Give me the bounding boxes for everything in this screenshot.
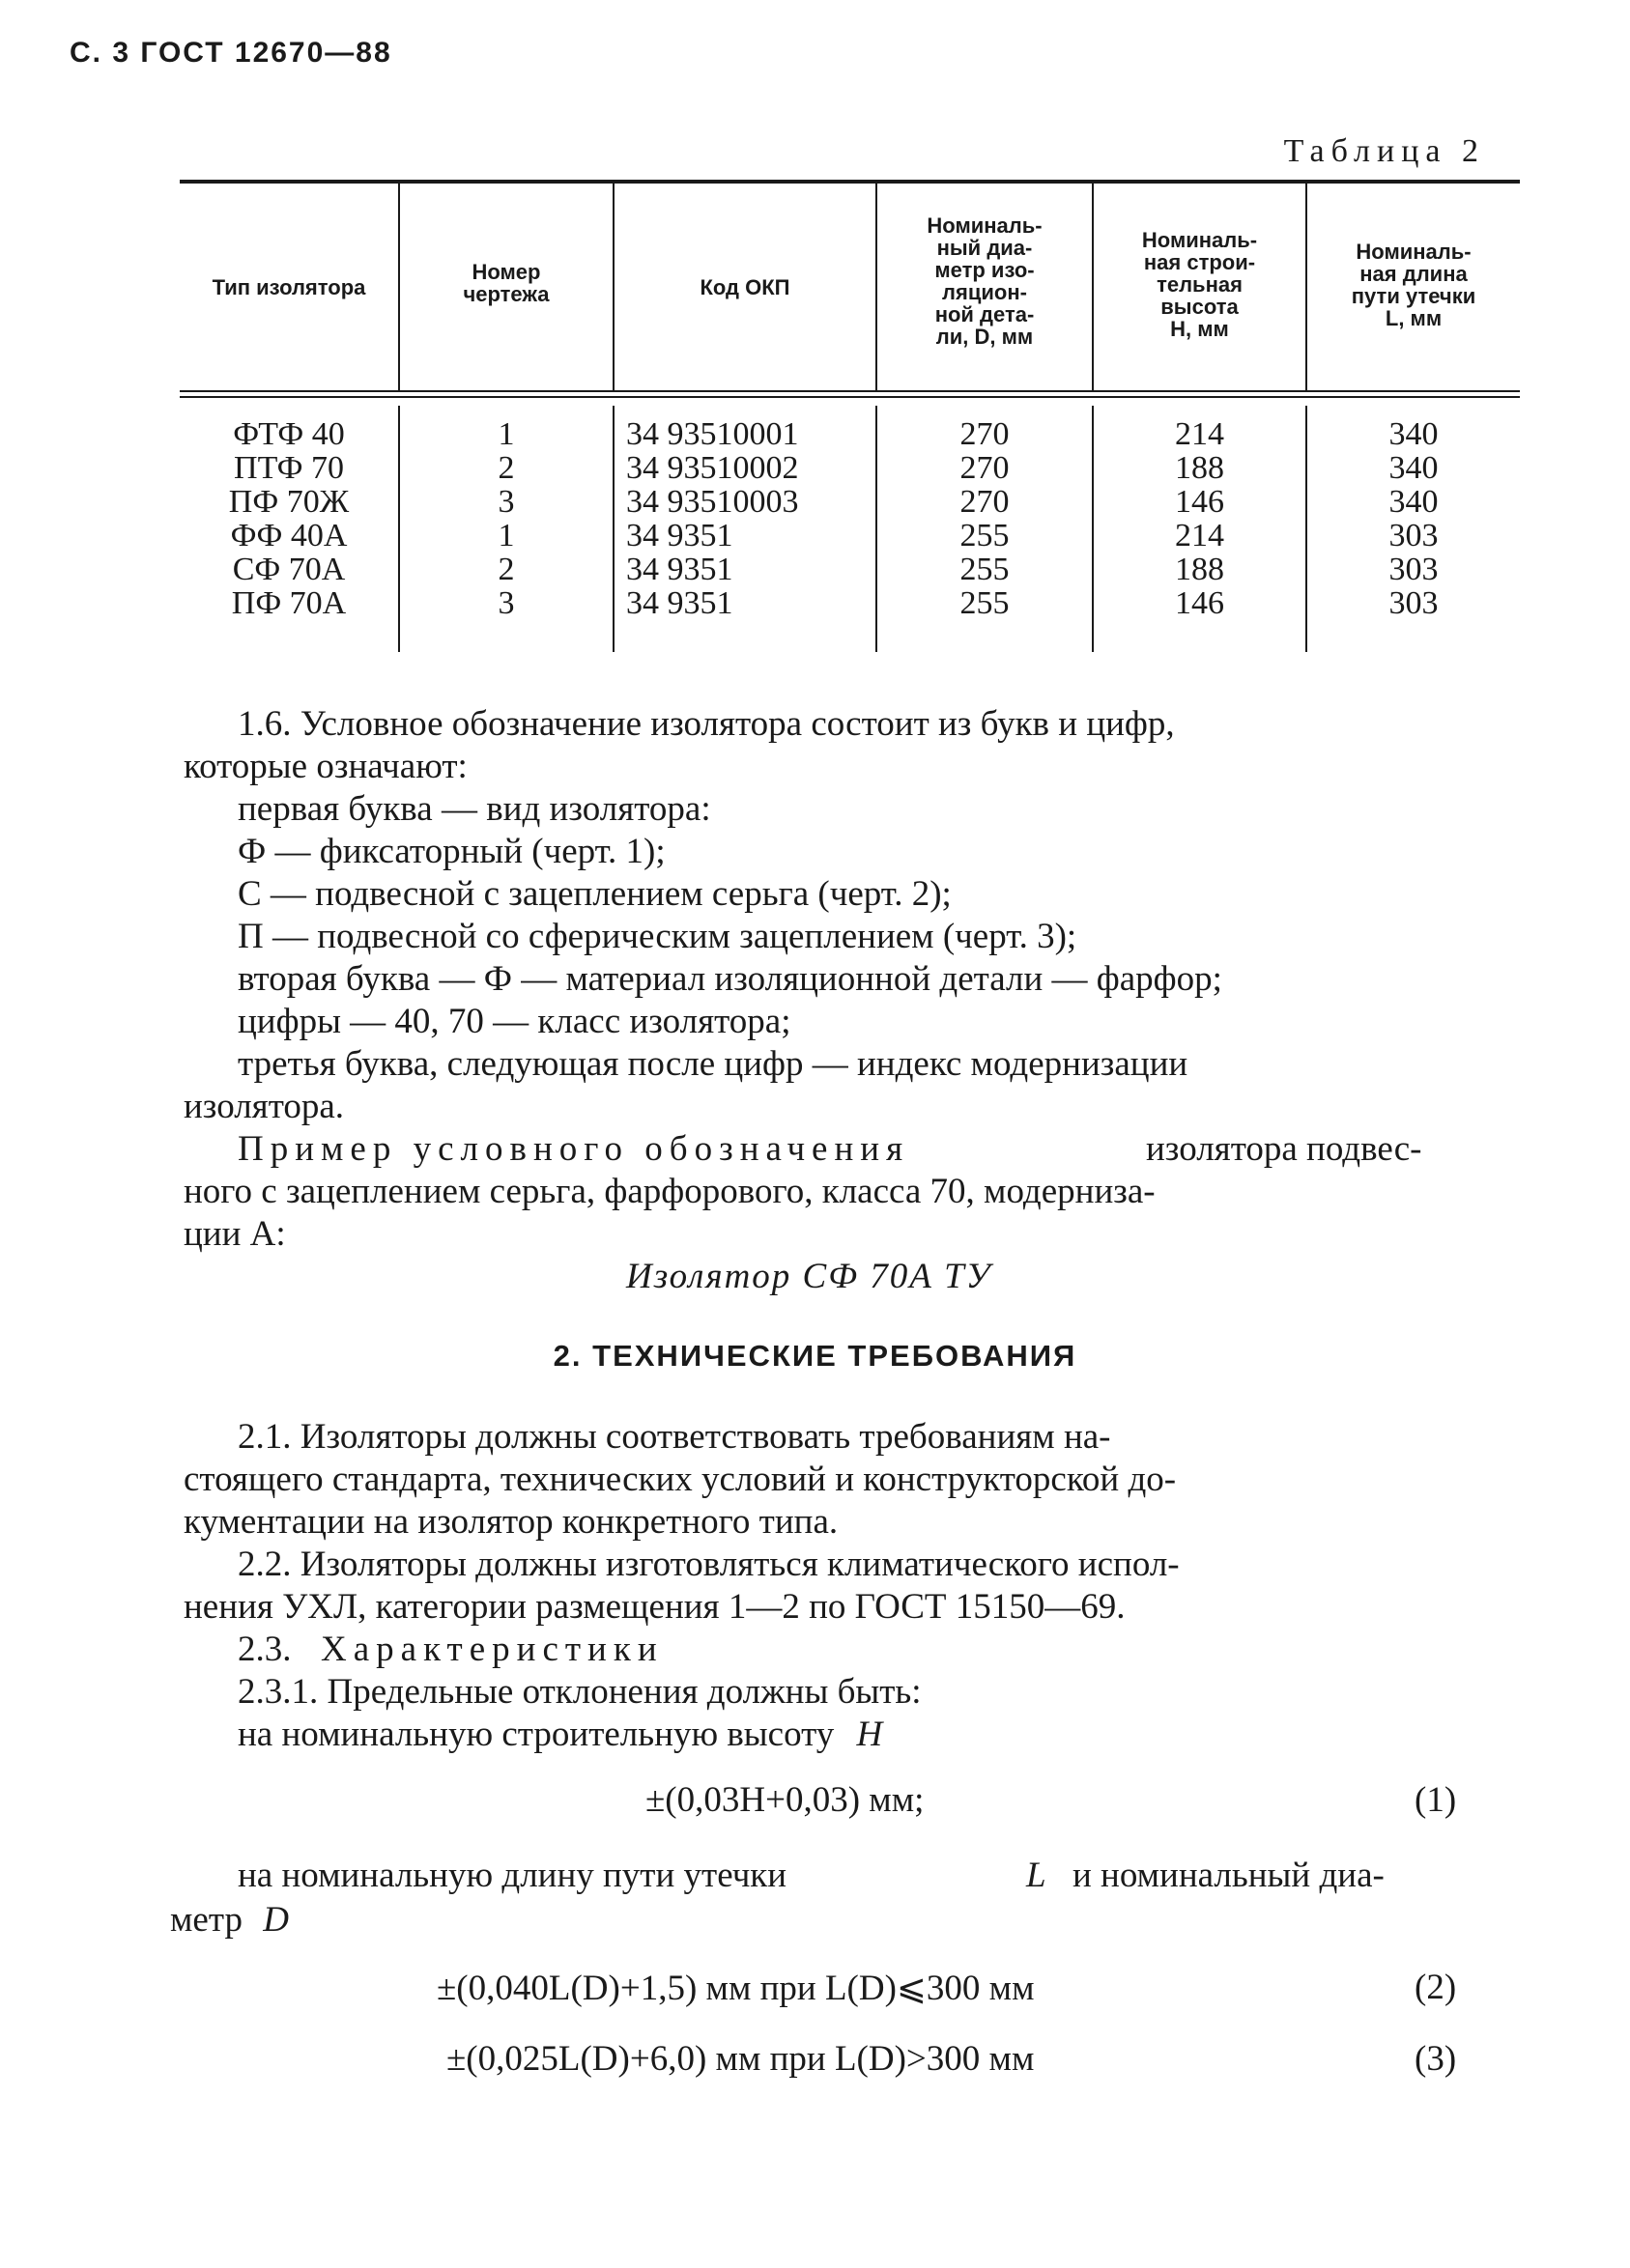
formula-2: ±(0,040L(D)+1,5) мм при L(D)⩽300 мм xyxy=(437,1969,1035,2008)
para-2-2-line-1: 2.2. Изоляторы должны изготовляться климатического испол- xyxy=(238,1545,1180,1584)
cell-drawing: 2 xyxy=(498,552,515,587)
list-line-4: П — подвесной со сферическим зацеплением (черт. 3); xyxy=(238,917,1077,956)
cell-okp: 34 9351 xyxy=(626,518,733,553)
th-height: Номиналь- ная строи- тельная высота H, мм xyxy=(1141,228,1258,341)
formula-1-number: (1) xyxy=(1415,1780,1457,1820)
var-l: L xyxy=(1026,1856,1046,1895)
cell-diameter: 270 xyxy=(959,450,1010,486)
cell-okp: 34 93510002 xyxy=(626,450,799,486)
cell-leakage: 340 xyxy=(1388,416,1439,452)
table-header-rule-1 xyxy=(180,390,1520,392)
example-title: Пример условного обозначения xyxy=(238,1129,910,1169)
th-type: Тип изолятора xyxy=(212,275,366,299)
para-2-3-1-height xyxy=(238,1714,882,1756)
cell-diameter: 270 xyxy=(959,416,1010,452)
list-line-8: изолятора. xyxy=(184,1087,345,1126)
cell-leakage: 303 xyxy=(1388,585,1439,621)
cell-leakage: 340 xyxy=(1388,484,1439,520)
cell-height: 214 xyxy=(1175,518,1224,553)
page-header: С. 3 ГОСТ 12670—88 xyxy=(70,37,392,69)
list-line-5: вторая буква — Ф — материал изоляционной детали — фарфор; xyxy=(238,959,1222,999)
cell-diameter: 255 xyxy=(959,585,1010,621)
cell-drawing: 2 xyxy=(498,450,515,486)
list-line-3: С — подвесной с зацеплением серьга (черт. 2); xyxy=(238,874,952,914)
cell-diameter: 270 xyxy=(959,484,1010,520)
list-line-6: цифры — 40, 70 — класс изолятора; xyxy=(238,1002,791,1041)
para-2-1-line-1: 2.1. Изоляторы должны соответствовать требованиям на- xyxy=(238,1417,1111,1457)
cell-type: ФТФ 40 xyxy=(233,416,345,452)
cell-drawing: 1 xyxy=(498,416,515,452)
table-top-rule xyxy=(180,180,1520,184)
height-text: на номинальную строительную высоту xyxy=(238,1715,835,1754)
var-h: H xyxy=(856,1715,883,1754)
cell-diameter: 255 xyxy=(959,552,1010,587)
para-2-2-line-2: нения УХЛ, категории размещения 1—2 по ГОСТ 15150—69. xyxy=(184,1587,1126,1627)
th-drawing-number: Номер чертежа xyxy=(463,260,550,306)
cell-height: 146 xyxy=(1175,484,1224,520)
cell-height: 188 xyxy=(1175,450,1224,486)
cell-type: СФ 70А xyxy=(232,552,346,587)
para-2-3-title: Характеристики xyxy=(321,1630,664,1669)
table-vline xyxy=(613,406,615,652)
th-diameter: Номиналь- ный диа- метр изо- ляцион- ной дета- ли, D, мм xyxy=(927,213,1043,349)
para-2-1-line-2: стоящего стандарта, технических условий и конструкторской до- xyxy=(184,1460,1177,1499)
para-2-3-1: 2.3.1. Предельные отклонения должны быть: xyxy=(238,1672,922,1712)
section-2-title: 2. ТЕХНИЧЕСКИЕ ТРЕБОВАНИЯ xyxy=(553,1339,1077,1373)
cell-type: ПФ 70А xyxy=(231,585,347,621)
cell-okp: 34 9351 xyxy=(626,552,733,587)
list-line-1: первая буква — вид изолятора: xyxy=(238,789,711,829)
para-2-1-line-3: кументации на изолятор конкретного типа. xyxy=(184,1502,839,1542)
cell-okp: 34 93510001 xyxy=(626,416,799,452)
cell-height: 146 xyxy=(1175,585,1224,621)
cell-drawing: 3 xyxy=(498,484,515,520)
para-2-3-number: 2.3. xyxy=(238,1630,292,1669)
cell-leakage: 340 xyxy=(1388,450,1439,486)
para-2-3-1-leakage-1: на номинальную длину пути утечки xyxy=(238,1856,787,1895)
cell-leakage: 303 xyxy=(1388,552,1439,587)
example-line-3: ции А: xyxy=(184,1214,286,1254)
para-1-6-line-1: 1.6. Условное обозначение изолятора состоит из букв и цифр, xyxy=(238,704,1175,744)
cell-type: ПФ 70Ж xyxy=(228,484,350,520)
list-line-7: третья буква, следующая после цифр — индекс модернизации xyxy=(238,1044,1188,1084)
cell-drawing: 3 xyxy=(498,585,515,621)
cell-diameter: 255 xyxy=(959,518,1010,553)
example-line-2: ного с зацеплением серьга, фарфорового, класса 70, модерниза- xyxy=(184,1172,1156,1211)
para-2-3-1-leakage-2: и номинальный диа- xyxy=(1072,1856,1385,1895)
formula-1: ±(0,03H+0,03) мм; xyxy=(645,1780,925,1820)
var-d: D xyxy=(263,1900,289,1940)
para-1-6-line-2: которые означают: xyxy=(184,747,468,786)
cell-type: ФФ 40А xyxy=(230,518,348,553)
cell-leakage: 303 xyxy=(1388,518,1439,553)
formula-3-number: (3) xyxy=(1415,2039,1457,2079)
formula-3: ±(0,025L(D)+6,0) мм при L(D)>300 мм xyxy=(446,2039,1035,2079)
table-header-rule-2 xyxy=(180,396,1520,398)
cell-okp: 34 9351 xyxy=(626,585,733,621)
th-okp-code: Код ОКП xyxy=(700,275,790,299)
formula-2-number: (2) xyxy=(1415,1968,1457,2007)
cell-drawing: 1 xyxy=(498,518,515,553)
para-2-3-1-leakage-3 xyxy=(170,1899,289,1942)
cell-okp: 34 93510003 xyxy=(626,484,799,520)
cell-height: 214 xyxy=(1175,416,1224,452)
th-leakage: Номиналь- ная длина пути утечки L, мм xyxy=(1351,240,1476,330)
designation-example: Изолятор СФ 70А ТУ xyxy=(626,1257,992,1296)
example-line-1-rest: изолятора подвес- xyxy=(1146,1129,1422,1169)
table-caption: Таблица 2 xyxy=(1283,133,1485,169)
cell-height: 188 xyxy=(1175,552,1224,587)
cell-type: ПТФ 70 xyxy=(234,450,344,486)
list-line-2: Ф — фиксаторный (черт. 1); xyxy=(238,832,666,871)
diameter-word: метр xyxy=(170,1900,243,1940)
